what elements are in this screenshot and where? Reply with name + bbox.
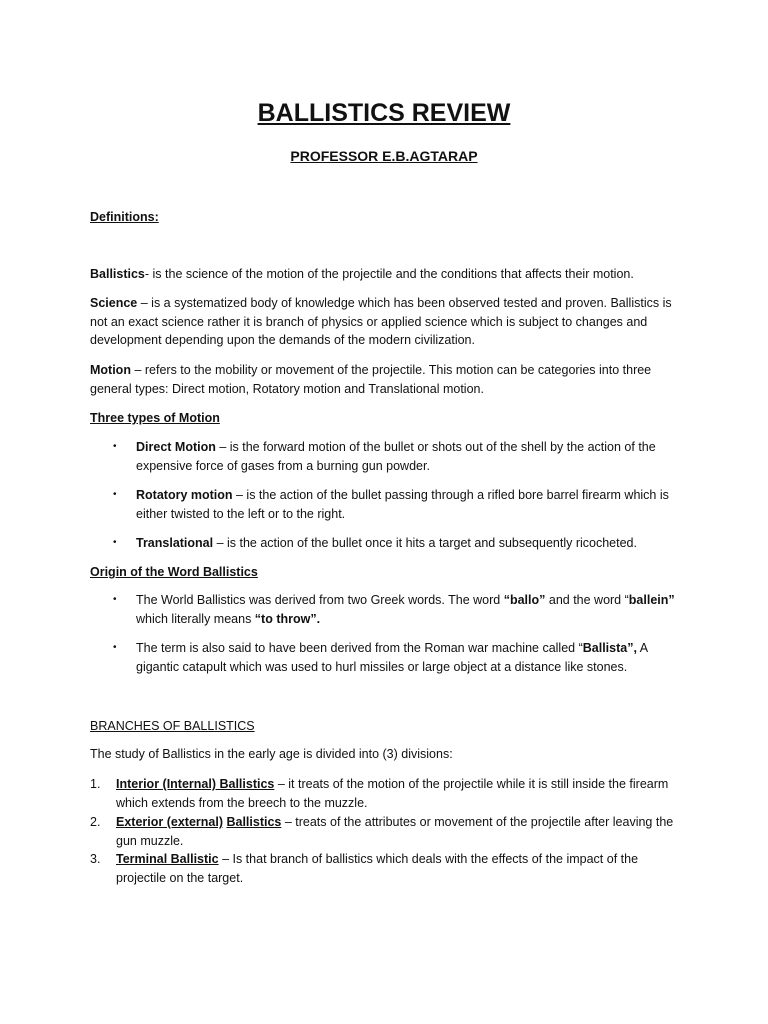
list-item	[113, 438, 681, 475]
branch-term: Ballistics	[226, 815, 282, 829]
definition-science	[90, 294, 680, 350]
definition-term: Motion	[90, 363, 131, 377]
definition-text: – is a systematized body of knowledge which has been observed tested and proven. Ballistics is not an exact science rather it is branch of physics or applied science which is subject to changes and development depending upon the demands of the modern civilization.	[90, 296, 672, 347]
list-item	[90, 813, 680, 850]
list-item	[113, 486, 681, 523]
list-item	[113, 639, 681, 676]
bullet-icon: •	[113, 594, 117, 605]
list-number: 2.	[90, 815, 101, 829]
bullet-icon: •	[113, 642, 117, 653]
bullet-icon: •	[113, 441, 117, 452]
list-item	[113, 591, 681, 628]
branches-heading: BRANCHES OF BALLISTICS	[90, 719, 255, 733]
branch-term: Exterior (external)	[116, 815, 223, 829]
three-types-heading: Three types of Motion	[90, 411, 220, 425]
origin-term: ballein”	[628, 593, 675, 607]
bullet-icon: •	[113, 537, 117, 548]
branch-text: – treats of the attributes or movement of the projectile after leaving the gun muzzle.	[116, 815, 674, 848]
origin-text: which literally means	[136, 611, 255, 626]
list-item	[90, 850, 680, 887]
motion-type-term: Direct Motion	[136, 440, 216, 454]
origin-term: “ballo”	[503, 593, 546, 607]
motion-type-term: Translational	[136, 536, 214, 550]
origin-text: and the word “	[545, 593, 629, 607]
definition-text: – refers to the mobility or movement of the projectile. This motion can be categories into three general types: Direct motion, Rotatory motion and Translational motion.	[90, 363, 652, 396]
origin-text: The term is also said to have been derived from the Roman war machine called “	[136, 641, 583, 655]
origin-term: “to throw”.	[254, 611, 321, 626]
list-number: 1.	[90, 777, 101, 791]
branches-intro: The study of Ballistics in the early age is divided into (3) divisions:	[90, 747, 453, 761]
page-title: BALLISTICS REVIEW	[257, 99, 511, 127]
definition-ballistics	[90, 265, 680, 284]
definition-text: - is the science of the motion of the projectile and the conditions that affects their motion.	[144, 267, 634, 281]
list-number: 3.	[90, 852, 101, 866]
origin-term: Ballista”,	[582, 641, 637, 655]
definition-term: Ballistics	[90, 267, 145, 281]
definitions-heading: Definitions:	[90, 210, 159, 224]
branch-text: – Is that branch of ballistics which deals with the effects of the impact of the projectile on the target.	[116, 852, 639, 885]
motion-type-text: – is the action of the bullet once it hits a target and subsequently ricocheted.	[213, 536, 637, 550]
definition-term: Science	[90, 296, 138, 310]
origin-text: The World Ballistics was derived from two Greek words. The word	[136, 593, 504, 607]
motion-type-term: Rotatory motion	[136, 488, 233, 502]
bullet-icon: •	[113, 489, 117, 500]
motion-type-text: – is the action of the bullet passing through a rifled bore barrel firearm which is either twisted to the left or to the right.	[136, 488, 669, 521]
list-item	[90, 775, 680, 812]
origin-text: A gigantic catapult which was used to hurl missiles or large object at a distance like stones.	[136, 641, 648, 674]
branch-text: – it treats of the motion of the projectile while it is still inside the firearm which extends from the breech to the muzzle.	[116, 777, 669, 810]
branch-term: Terminal Ballistic	[116, 852, 219, 866]
motion-type-text: – is the forward motion of the bullet or shots out of the shell by the action of the expensive force of gases from a burning gun powder.	[136, 440, 656, 473]
origin-heading: Origin of the Word Ballistics	[90, 565, 258, 579]
page-subtitle: PROFESSOR E.B.AGTARAP	[290, 148, 478, 164]
definition-motion	[90, 361, 680, 398]
branch-term: Interior (Internal) Ballistics	[116, 777, 275, 791]
list-item	[113, 534, 681, 553]
